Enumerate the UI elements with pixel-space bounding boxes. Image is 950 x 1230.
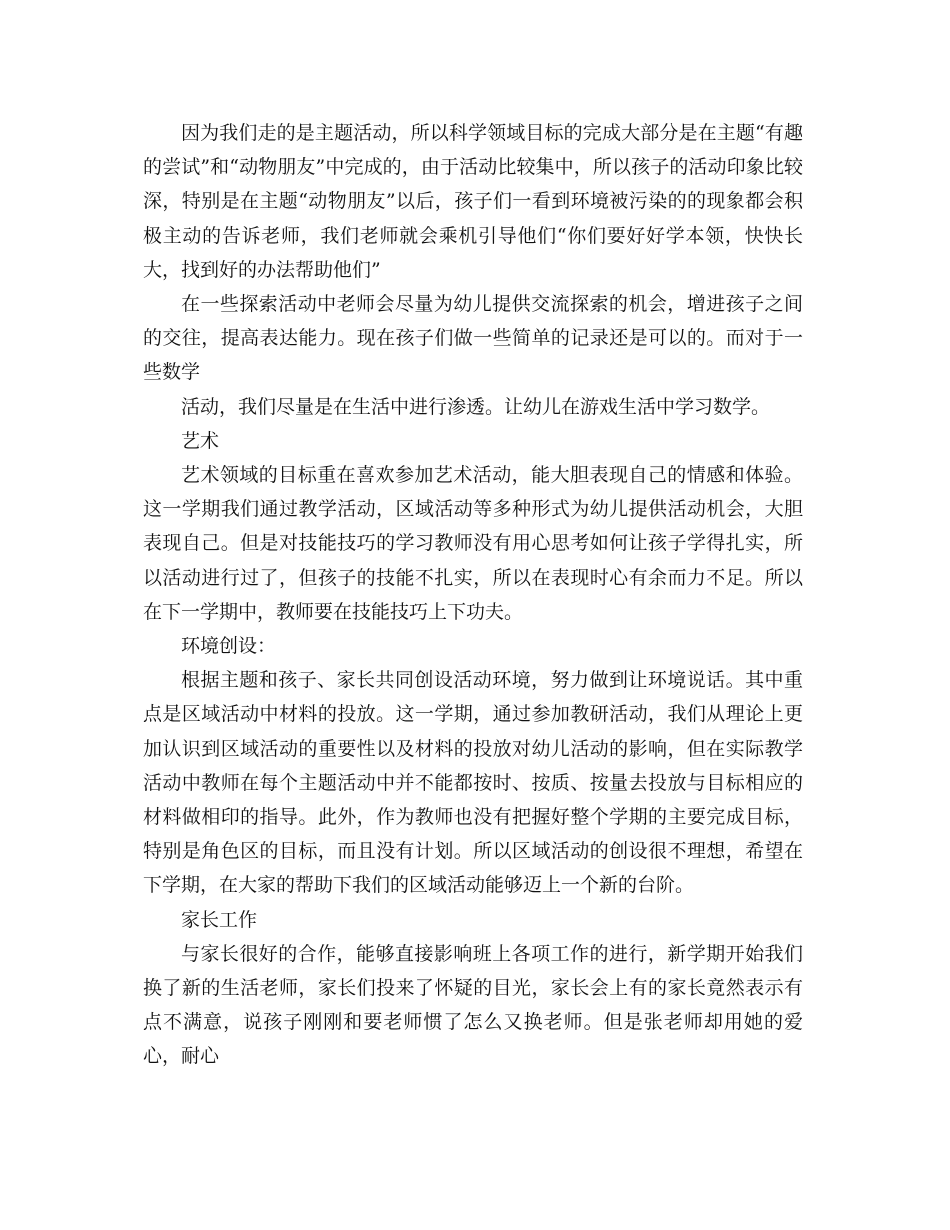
paragraph-exploration: 在一些探索活动中老师会尽量为幼儿提供交流探索的机会，增进孩子之间的交往，提高表达能力。现在孩子们做一些简单的记录还是可以的。而对于一些数学: [143, 293, 803, 384]
document-body: [143, 116, 803, 1074]
paragraph-science: 因为我们走的是主题活动，所以科学领域目标的完成大部分是在主题“有趣的尝试”和“动物朋友”中完成的，由于活动比较集中，所以孩子的活动印象比较深，特别是在主题“动物朋友”以后，孩子们一看到环境被污染的的现象都会积极主动的告诉老师，我们老师就会乘机引导他们“你们要好好学本领，快快长大，找到好的办法帮助他们”: [143, 122, 803, 281]
paragraph-math: 活动，我们尽量是在生活中进行渗透。让幼儿在游戏生活中学习数学。: [181, 395, 771, 418]
paragraph-parents: 与家长很好的合作，能够直接影响班上各项工作的进行，新学期开始我们换了新的生活老师，家长们投来了怀疑的目光，家长会上有的家长竟然表示有点不满意，说孩子刚刚和要老师惯了怎么又换老师。但是张老师却用她的爱心，耐心: [143, 942, 803, 1068]
section-heading-environment: 环境创设：: [181, 635, 277, 658]
paragraph-environment: 根据主题和孩子、家长共同创设活动环境，努力做到让环境说话。其中重点是区域活动中材料的投放。这一学期，通过参加教研活动，我们从理论上更加认识到区域活动的重要性以及材料的投放对幼儿活动的影响，但在实际教学活动中教师在每个主题活动中并不能都按时、按质、按量去投放与目标相应的材料做相印的指导。此外，作为教师也没有把握好整个学期的主要完成目标，特别是角色区的目标，而且没有计划。所以区域活动的创设很不理想，希望在下学期，在大家的帮助下我们的区域活动能够迈上一个新的台阶。: [143, 669, 803, 897]
section-heading-art: 艺术: [181, 429, 220, 452]
section-heading-parents: 家长工作: [181, 908, 258, 931]
paragraph-art: 艺术领域的目标重在喜欢参加艺术活动，能大胆表现自己的情感和体验。这一学期我们通过教学活动，区域活动等多种形式为幼儿提供活动机会，大胆表现自己。但是对技能技巧的学习教师没有用心思考如何让孩子学得扎实，所以活动进行过了，但孩子的技能不扎实，所以在表现时心有余而力不足。所以在下一学期中，教师要在技能技巧上下功夫。: [143, 464, 803, 623]
